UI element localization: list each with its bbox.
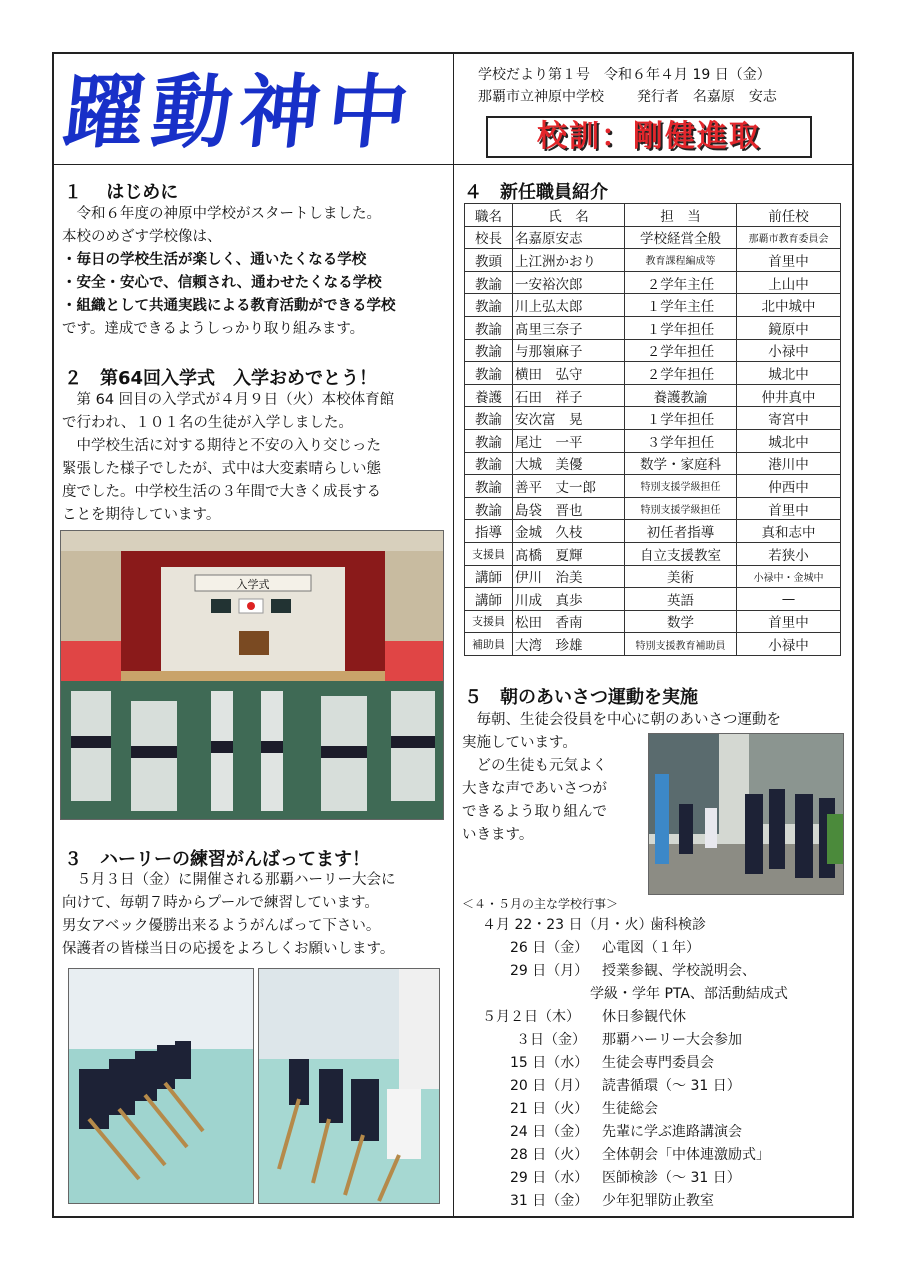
staff-previous-school: 若狭小	[737, 542, 841, 565]
entrance-ceremony-photo	[60, 530, 444, 820]
staff-name: 島袋 晋也	[513, 497, 625, 520]
event-item	[462, 1006, 686, 1029]
section-2-line: で行われ、１０１名の生徒が入学しました。	[62, 415, 353, 431]
staff-previous-school: 小禄中・金城中	[737, 565, 841, 588]
newsletter-info	[478, 64, 777, 108]
staff-name: 大城 美優	[513, 452, 625, 475]
school-motto: 校訓：剛健進取	[537, 119, 761, 154]
new-staff-table	[464, 203, 841, 656]
staff-previous-school: 港川中	[737, 452, 841, 475]
staff-previous-school: 真和志中	[737, 520, 841, 543]
staff-row	[465, 610, 841, 633]
staff-role: 教諭	[465, 452, 513, 475]
event-date: 28 日（火）	[510, 1147, 589, 1163]
event-text: 心電図（１年）	[602, 940, 700, 956]
staff-row	[465, 565, 841, 588]
staff-name: 名嘉原安志	[513, 226, 625, 249]
event-item	[462, 1052, 714, 1075]
event-text: 少年犯罪防止教室	[602, 1193, 714, 1209]
staff-role: 講師	[465, 588, 513, 611]
pool-illustration-right	[259, 969, 440, 1204]
staff-assignment: 初任者指導	[625, 520, 737, 543]
staff-row	[465, 497, 841, 520]
staff-role: 教諭	[465, 271, 513, 294]
event-item	[462, 1190, 714, 1213]
event-date: ４月 22・23 日（月・火）	[482, 917, 653, 933]
staff-assignment: 英語	[625, 588, 737, 611]
staff-name: 川上弘太郎	[513, 294, 625, 317]
event-date: 15 日（水）	[510, 1055, 589, 1071]
event-text: 医師検診（～ 31 日）	[602, 1170, 741, 1186]
section-2-line: 緊張した様子でしたが、式中は大変素晴らしい態	[62, 461, 381, 477]
harley-practice-photo-right	[258, 968, 440, 1204]
staff-assignment: １学年担任	[625, 316, 737, 339]
staff-previous-school: 首里中	[737, 497, 841, 520]
staff-previous-school: 仲井真中	[737, 384, 841, 407]
staff-header-cell: 職名	[465, 204, 513, 227]
event-text: 那覇ハーリー大会参加	[602, 1032, 742, 1048]
events-header: ＜４・５月の主な学校行事＞	[462, 897, 619, 911]
section-1-line: です。達成できるようしっかり取り組みます。	[62, 321, 365, 337]
staff-assignment: １学年担任	[625, 407, 737, 430]
event-item	[462, 960, 756, 983]
section-5-line: いきます。	[462, 827, 534, 843]
event-text: 先輩に学ぶ進路講演会	[602, 1124, 742, 1140]
staff-role: 養護	[465, 384, 513, 407]
staff-assignment: １学年主任	[625, 294, 737, 317]
staff-name: 松田 香南	[513, 610, 625, 633]
staff-table-header	[465, 204, 841, 227]
staff-row	[465, 588, 841, 611]
staff-role: 指導	[465, 520, 513, 543]
issue-line: 学校だより第１号 令和６年４月 19 日（金）	[478, 67, 771, 83]
staff-previous-school: 首里中	[737, 249, 841, 272]
staff-row	[465, 339, 841, 362]
staff-assignment: 特別支援学級担任	[625, 475, 737, 498]
staff-role: 教諭	[465, 497, 513, 520]
section-3-line: 向けて、毎朝７時からプールで練習しています。	[62, 895, 379, 911]
event-item	[462, 914, 706, 937]
staff-row	[465, 520, 841, 543]
greeting-illustration	[649, 734, 844, 895]
staff-role: 支援員	[465, 610, 513, 633]
staff-name: 善平 丈一郎	[513, 475, 625, 498]
ceremony-illustration	[61, 531, 444, 820]
section-2-line: 度でした。中学校生活の３年間で大きく成長する	[62, 484, 381, 500]
section-2-line: 中学校生活に対する期待と不安の入り交じった	[62, 438, 381, 454]
pool-illustration-left	[69, 969, 254, 1204]
section-5-line: どの生徒も元気よく	[462, 758, 607, 774]
section-1-line: 本校のめざす学校像は、	[62, 229, 222, 245]
staff-role: 教諭	[465, 294, 513, 317]
section-1-title: １ はじめに	[64, 182, 179, 203]
event-item	[462, 1121, 742, 1144]
section-1-line: ・毎日の学校生活が楽しく、通いたくなる学校	[62, 252, 367, 268]
staff-row	[465, 452, 841, 475]
publisher: 発行者 名嘉原 安志	[636, 89, 777, 105]
staff-previous-school: 北中城中	[737, 294, 841, 317]
event-text: 授業参観、学校説明会、	[602, 963, 756, 979]
staff-role: 教頭	[465, 249, 513, 272]
section-1-line: 令和６年度の神原中学校がスタートしました。	[62, 206, 381, 222]
section-1-body	[62, 203, 396, 341]
section-2-body	[62, 389, 394, 527]
staff-name: 伊川 治美	[513, 565, 625, 588]
event-text: 生徒会専門委員会	[602, 1055, 714, 1071]
staff-assignment: ２学年主任	[625, 271, 737, 294]
staff-name: 大湾 珍雄	[513, 633, 625, 656]
section-4-title: ４ 新任職員紹介	[464, 182, 608, 203]
section-5-line: 大きな声であいさつが	[462, 781, 607, 797]
staff-role: 教諭	[465, 339, 513, 362]
staff-previous-school: 城北中	[737, 362, 841, 385]
event-date: ５月２日（木）	[482, 1009, 580, 1025]
staff-assignment: 特別支援教育補助員	[625, 633, 737, 656]
staff-header-cell: 氏 名	[513, 204, 625, 227]
event-text: 全体朝会「中体連激励式」	[602, 1147, 770, 1163]
staff-row	[465, 362, 841, 385]
staff-row	[465, 475, 841, 498]
staff-name: 安次富 晃	[513, 407, 625, 430]
staff-row	[465, 316, 841, 339]
event-item	[462, 1075, 741, 1098]
staff-assignment: 学校経営全般	[625, 226, 737, 249]
event-date: 31 日（金）	[510, 1193, 589, 1209]
event-item	[462, 1144, 770, 1167]
staff-name: 川成 真歩	[513, 588, 625, 611]
event-date: 20 日（月）	[510, 1078, 589, 1094]
event-text: 読書循環（～ 31 日）	[602, 1078, 741, 1094]
staff-row	[465, 384, 841, 407]
staff-previous-school: 小禄中	[737, 339, 841, 362]
staff-assignment: ２学年担任	[625, 339, 737, 362]
staff-assignment: ３学年担任	[625, 429, 737, 452]
staff-row	[465, 249, 841, 272]
section-1-line: ・組織として共通実践による教育活動ができる学校	[62, 298, 396, 314]
greeting-campaign-photo	[648, 733, 844, 895]
column-divider	[453, 52, 454, 1218]
staff-name: 石田 祥子	[513, 384, 625, 407]
event-item	[462, 983, 788, 1006]
event-item	[462, 937, 700, 960]
header-divider	[52, 164, 854, 165]
staff-role: 補助員	[465, 633, 513, 656]
event-date: 29 日（水）	[510, 1170, 589, 1186]
section-5-line: できるよう取り組んで	[462, 804, 607, 820]
staff-row	[465, 429, 841, 452]
staff-name: 上江洲かおり	[513, 249, 625, 272]
section-3-line: 男女アベック優勝出来るようがんばって下さい。	[62, 918, 381, 934]
staff-row	[465, 542, 841, 565]
section-2-title: ２ 第64回入学式 入学おめでとう！	[64, 368, 378, 389]
staff-assignment: 美術	[625, 565, 737, 588]
staff-name: 髙橋 夏輝	[513, 542, 625, 565]
staff-row	[465, 407, 841, 430]
staff-assignment: 特別支援学級担任	[625, 497, 737, 520]
event-item	[462, 1029, 742, 1052]
staff-role: 教諭	[465, 362, 513, 385]
staff-row	[465, 226, 841, 249]
staff-previous-school: 鏡原中	[737, 316, 841, 339]
staff-name: 髙里三奈子	[513, 316, 625, 339]
events-list	[462, 896, 788, 1213]
school-name: 那覇市立神原中学校	[478, 89, 604, 105]
event-date: ３日（金）	[516, 1032, 586, 1048]
staff-assignment: 数学	[625, 610, 737, 633]
staff-row	[465, 294, 841, 317]
event-date: 29 日（月）	[510, 963, 589, 979]
staff-name: 横田 弘守	[513, 362, 625, 385]
masthead-title: 躍動神中	[59, 65, 421, 159]
staff-header-cell: 担 当	[625, 204, 737, 227]
staff-previous-school: —	[737, 588, 841, 611]
staff-assignment: 教育課程編成等	[625, 249, 737, 272]
ceremony-banner-text: 入学式	[236, 578, 270, 591]
staff-assignment: 養護教諭	[625, 384, 737, 407]
staff-previous-school: 仲西中	[737, 475, 841, 498]
motto-box	[486, 116, 812, 158]
staff-role: 講師	[465, 565, 513, 588]
staff-previous-school: 城北中	[737, 429, 841, 452]
staff-name: 金城 久枝	[513, 520, 625, 543]
staff-assignment: 数学・家庭科	[625, 452, 737, 475]
staff-row	[465, 271, 841, 294]
section-2-line: ことを期待しています。	[62, 507, 221, 523]
event-text: 生徒総会	[602, 1101, 658, 1117]
section-2-line: 第 64 回目の入学式が４月９日（火）本校体育館	[62, 392, 395, 408]
staff-previous-school: 小禄中	[737, 633, 841, 656]
event-text: 休日参観代休	[602, 1009, 686, 1025]
school-publisher-line	[478, 86, 777, 108]
section-3-line: ５月３日（金）に開催される那覇ハーリー大会に	[62, 872, 396, 888]
section-5-line: 毎朝、生徒会役員を中心に朝のあいさつ運動を	[462, 712, 781, 728]
staff-previous-school: 上山中	[737, 271, 841, 294]
section-1-line: ・安全・安心で、信頼され、通わせたくなる学校	[62, 275, 382, 291]
event-text: 学級・学年 PTA、部活動結成式	[590, 986, 788, 1002]
section-5-title: ５ 朝のあいさつ運動を実施	[464, 687, 698, 708]
section-3-title: ３ ハーリーの練習がんばってます！	[64, 849, 370, 870]
staff-role: 教諭	[465, 475, 513, 498]
staff-previous-school: 首里中	[737, 610, 841, 633]
staff-previous-school: 那覇市教育委員会	[737, 226, 841, 249]
staff-role: 教諭	[465, 429, 513, 452]
harley-practice-photo-left	[68, 968, 254, 1204]
staff-role: 支援員	[465, 542, 513, 565]
staff-previous-school: 寄宮中	[737, 407, 841, 430]
section-3-line: 保護者の皆様当日の応援をよろしくお願いします。	[62, 941, 395, 957]
section-5-line: 実施しています。	[462, 735, 577, 751]
event-date: 21 日（火）	[510, 1101, 589, 1117]
staff-role: 校長	[465, 226, 513, 249]
staff-name: 与那嶺麻子	[513, 339, 625, 362]
staff-row	[465, 633, 841, 656]
section-3-body	[62, 869, 396, 961]
staff-role: 教諭	[465, 316, 513, 339]
event-date: 24 日（金）	[510, 1124, 589, 1140]
event-date: 26 日（金）	[510, 940, 589, 956]
staff-assignment: 自立支援教室	[625, 542, 737, 565]
event-text: 歯科検診	[650, 917, 706, 933]
staff-assignment: ２学年担任	[625, 362, 737, 385]
event-item	[462, 1098, 658, 1121]
staff-name: 一安裕次郎	[513, 271, 625, 294]
staff-header-cell: 前任校	[737, 204, 841, 227]
staff-role: 教諭	[465, 407, 513, 430]
event-item	[462, 1167, 741, 1190]
staff-name: 尾辻 一平	[513, 429, 625, 452]
